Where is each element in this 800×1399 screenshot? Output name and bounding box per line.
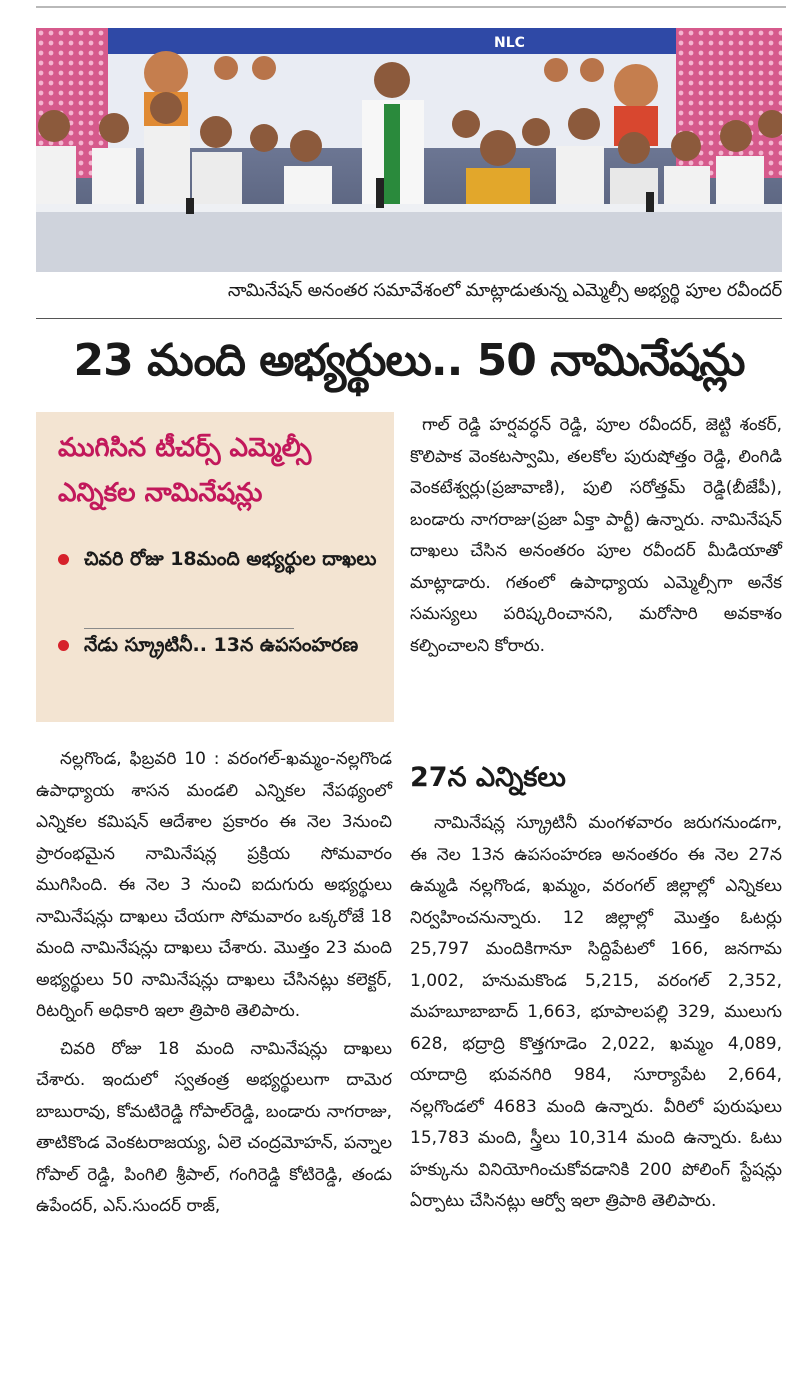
highlight-point-text: చివరి రోజు 18మంది అభ్యర్థుల దాఖలు (84, 548, 377, 570)
bullet-icon (58, 640, 69, 651)
photo-caption: నామినేషన్ అనంతర సమావేశంలో మాట్లాడుతున్న ఎమ్మెల్సీ అభ్యర్థి పూల రవీందర్ (227, 280, 782, 301)
highlight-point (58, 622, 388, 668)
paragraph: గాల్ రెడ్డి హర్షవర్ధన్ రెడ్డి, పూల రవీందర్, జెట్టి శంకర్, కొలిపాక వెంకటస్వామి, తలకోల పురుషోత్తం రెడ్డి, లింగిడి వెంకటేశ్వర్లు(ప్రజావాణి), పులి సరోత్తమ్ రెడ్డి(బీజేపీ), బండారు నాగరాజు(ప్రజా ఏక్తా పార్టీ) ఉన్నారు. నామినేషన్ దాఖలు చేసిన అనంతరం పూల రవీందర్ మీడియాతో మాట్లాడారు. గతంలో ఉపాధ్యాయ ఎమ్మెల్సీగా అనేక సమస్యలు పరిష్కరించానని, మరోసారి అవకాశం కల్పించాలని కోరారు. (410, 415, 782, 656)
news-photo (36, 28, 782, 272)
right-column-bottom (410, 808, 782, 1218)
highlight-point (58, 536, 388, 582)
bullet-icon (58, 554, 69, 565)
top-rule (36, 6, 786, 8)
highlight-title: ముగిసిన టీచర్స్ ఎమ్మెల్సీ ఎన్నికల నామినేషన్లు (58, 433, 312, 508)
highlight-point-text: నేడు స్క్రూటినీ.. 13న ఉపసంహరణ (84, 634, 359, 656)
paragraph: నల్లగొండ, ఫిబ్రవరి 10 : వరంగల్-ఖమ్మం-నల్లగొండ ఉపాధ్యాయ శాసన మండలి ఎన్నికల నేపథ్యంలో ఎన్నికల కమిషన్ ఆదేశాల ప్రకారం ఈ నెల 3నుంచి ప్రారంభమైన నామినేషన్ల ప్రక్రియ సోమవారం ముగిసింది. ఈ నెల 3 నుంచి ఐదుగురు అభ్యర్థులు నామినేషన్లు దాఖలు చేయగా సోమవారం ఒక్కరోజే 18 మంది నామినేషన్లు దాఖలు చేశారు. మొత్తం 23 మంది అభ్యర్థులు 50 నామినేషన్లు దాఖలు చేసినట్లు కలెక్టర్, రిటర్నింగ్ అధికారి ఇలా త్రిపాఠి తెలిపారు. (36, 749, 392, 1021)
headline: 23 మంది అభ్యర్థులు.. 50 నామినేషన్లు (73, 335, 745, 386)
paragraph: చివరి రోజు 18 మంది నామినేషన్లు దాఖలు చేశారు. ఇందులో స్వతంత్ర అభ్యర్థులుగా దామెర బాబురావు, కోమటిరెడ్డి గోపాల్‌రెడ్డి, బండారు నాగరాజు, తాటికొండ వెంకటరాజయ్య, ఏలె చంద్రమోహన్, పన్నాల గోపాల్ రెడ్డి, పింగిలి శ్రీపాల్, గంగిరెడ్డి కోటిరెడ్డి, తండు ఉపేందర్, ఎస్.సుందర్ రాజ్, (36, 1038, 392, 1216)
left-column (36, 744, 392, 1223)
right-column-top (410, 410, 782, 662)
highlight-box (36, 412, 394, 722)
caption-divider (36, 318, 782, 319)
subheading: 27న ఎన్నికలు (410, 762, 566, 793)
banner-text: NLC (494, 35, 525, 51)
paragraph: నామినేషన్ల స్క్రూటినీ మంగళవారం జరుగనుండగా, ఈ నెల 13న ఉపసంహరణ అనంతరం ఈ నెల 27న ఉమ్మడి నల్లగొండ, ఖమ్మం, వరంగల్ జిల్లాల్లో ఎన్నికలు నిర్వహించనున్నారు. 12 జిల్లాల్లో మొత్తం ఓటర్లు 25,797 మందికిగానూ సిద్దిపేటలో 166, జనగామ 1,002, హనుమకొండ 5,215, వరంగల్ 2,352, మహబూబాబాద్ 1,663, భూపాలపల్లి 329, ములుగు 628, భద్రాద్రి కొత్తగూడెం 2,022, ఖమ్మం 4,089, యాదాద్రి భువనగిరి 984, సూర్యాపేట 2,664, నల్లగొండలో 4683 మంది ఉన్నారు. వీరిలో పురుషులు 15,783 మంది, స్త్రీలు 10,314 మంది ఉన్నారు. ఓటు హక్కును వినియోగించుకోవడానికి 200 పోలింగ్ స్టేషన్లు ఏర్పాటు చేసినట్లు ఆర్వో ఇలా త్రిపాఠి తెలిపారు. (410, 813, 782, 1211)
